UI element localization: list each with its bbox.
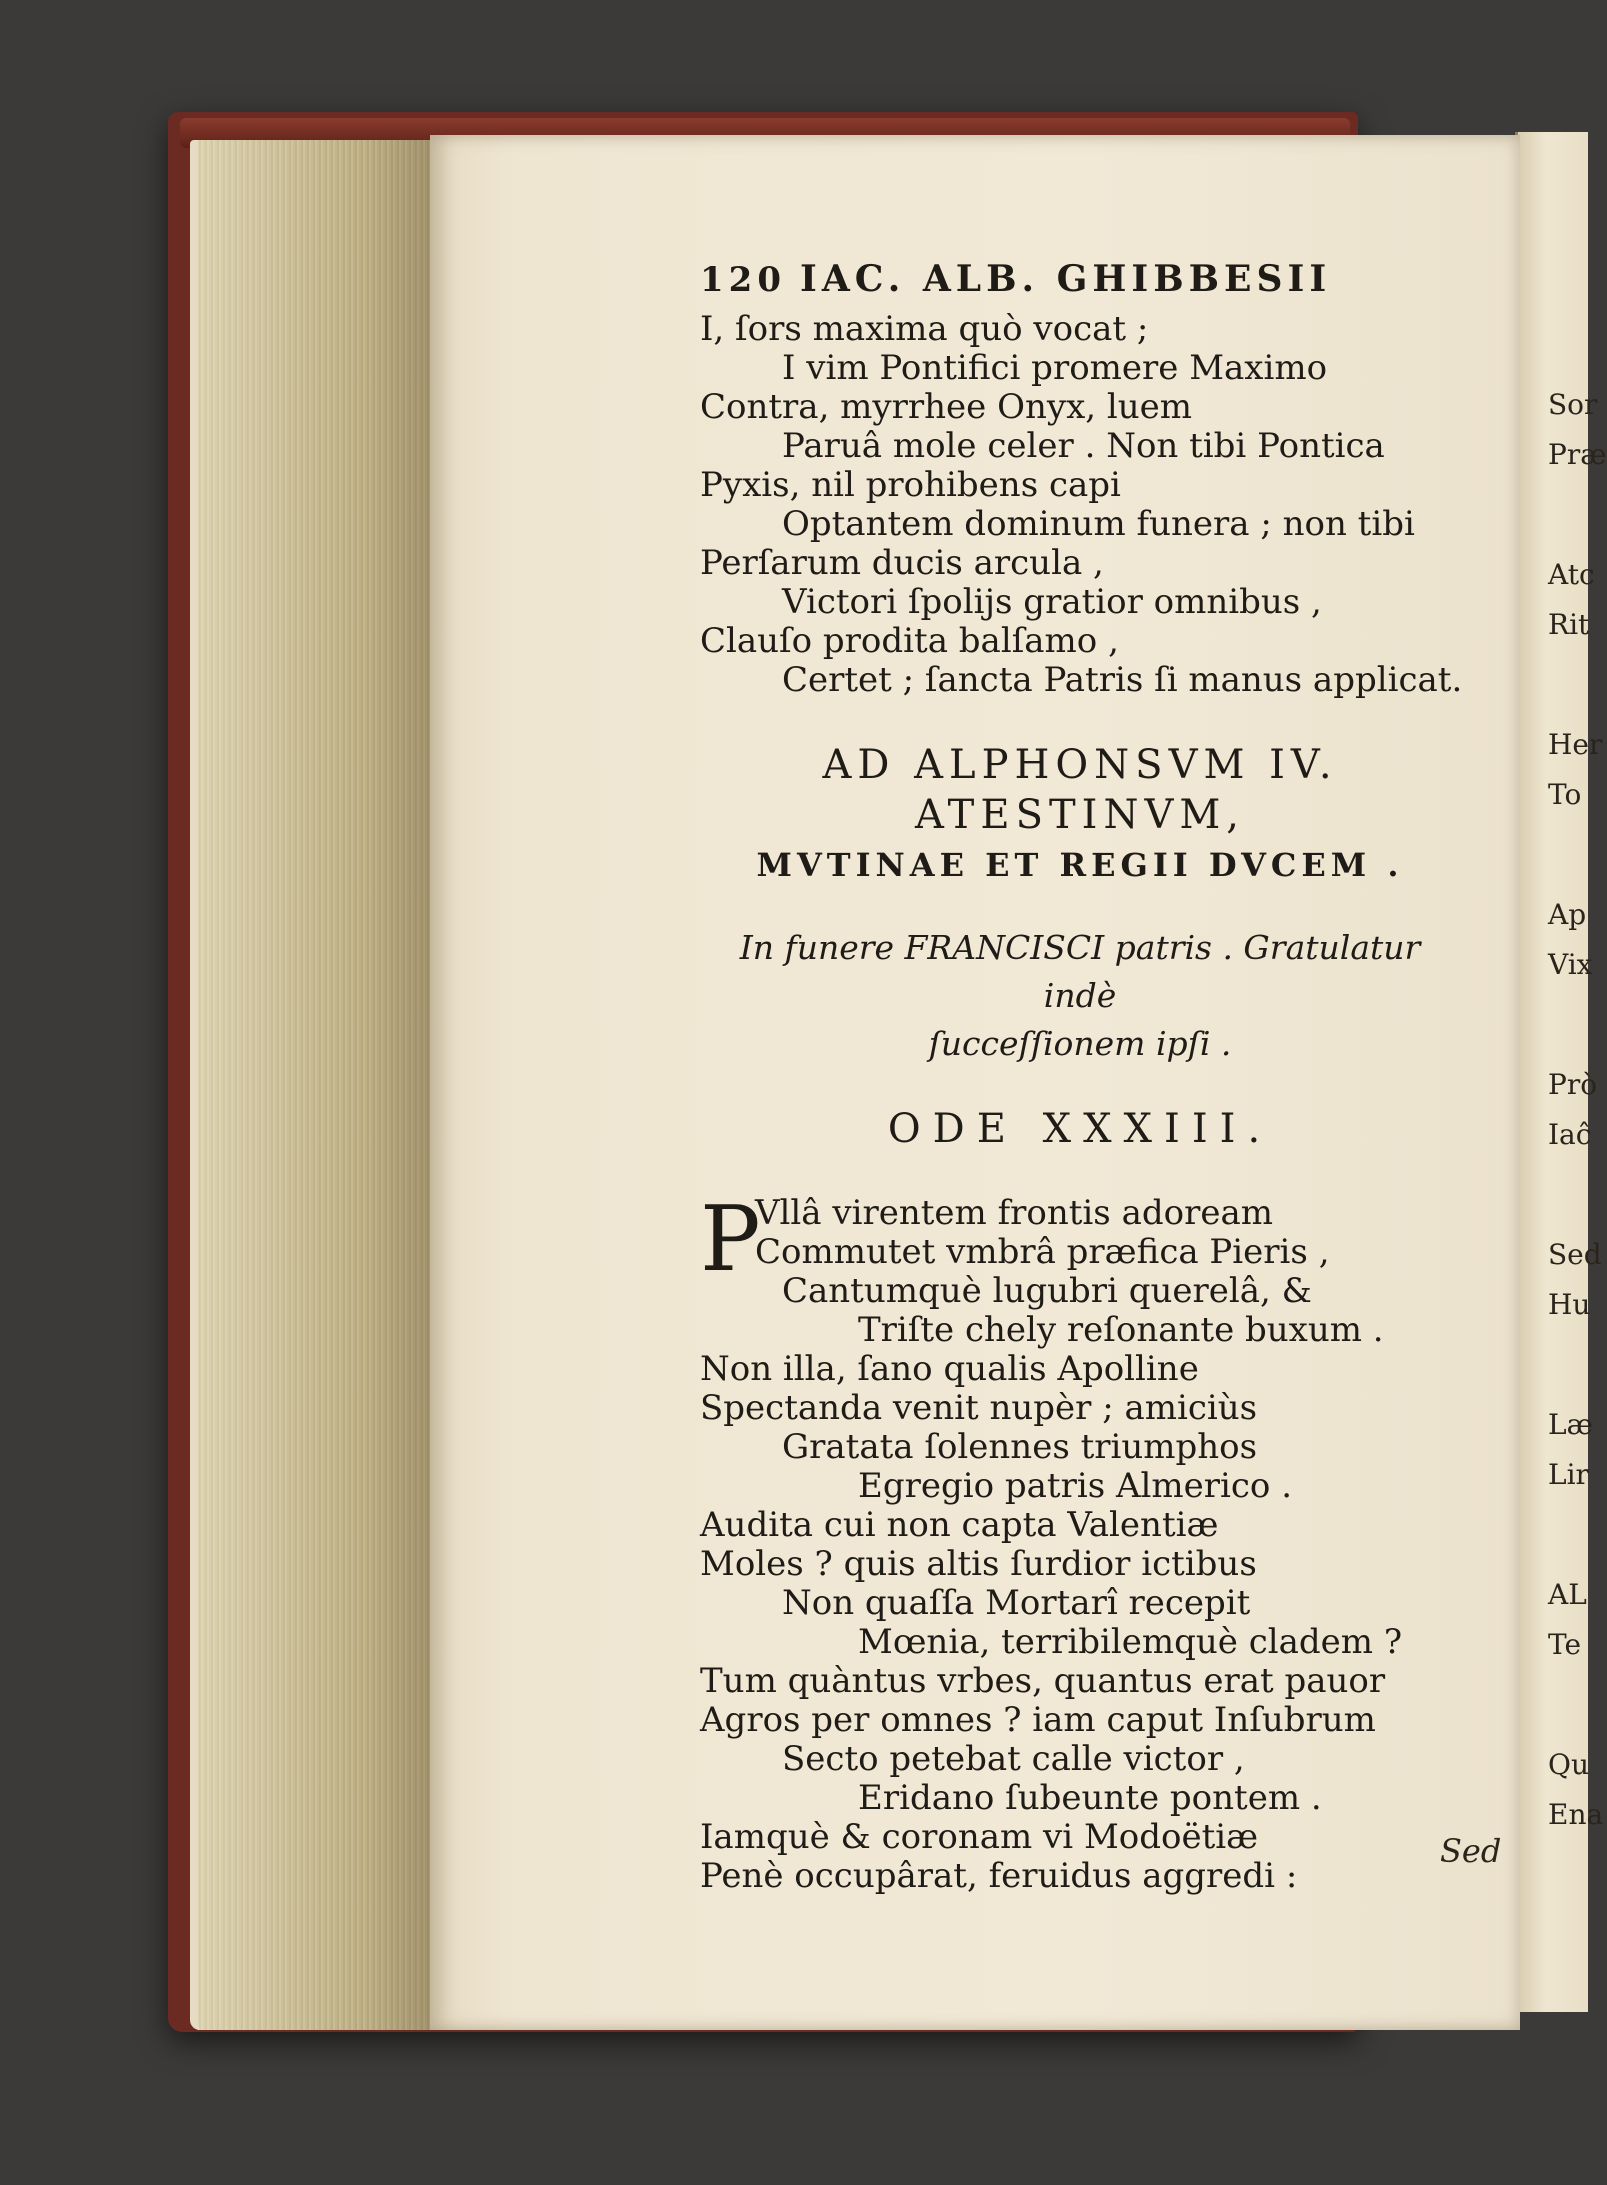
facing-page-fragment: Prò (1548, 1068, 1598, 1101)
facing-page-fragment: Atc (1548, 558, 1595, 591)
title-line-2: ATESTINVM, (914, 792, 1246, 838)
poem-line: Spectanda venit nupèr ; amiciùs (700, 1388, 1258, 1428)
facing-page-fragment (1548, 1160, 1585, 1230)
facing-page-fragment (1548, 820, 1585, 890)
running-header (700, 258, 1460, 310)
poem-line: Iamquè & coronam vi Modoëtiæ (700, 1817, 1259, 1857)
facing-page-fragment (1548, 650, 1585, 720)
facing-page-fragment: Qu (1548, 1748, 1589, 1781)
page-number: 120 (700, 260, 786, 300)
facing-page-fragment (1548, 1500, 1585, 1570)
facing-page-fragment: To (1548, 778, 1582, 811)
verse-line: Optantem dominum funera ; non tibi (782, 504, 1415, 544)
poem-line: Agros per omnes ? iam caput Inſubrum (700, 1700, 1376, 1740)
poem-lines (700, 1187, 1460, 1896)
facing-page-fragment: Læ (1548, 1408, 1593, 1441)
facing-page-fragment: Ena (1548, 1798, 1604, 1831)
facing-page-fragment: Her (1548, 728, 1603, 761)
verse-line: Certet ; ſancta Patris ſi manus applicat. (782, 660, 1463, 700)
verse-line: Paruâ mole celer . Non tibi Pontica (782, 426, 1385, 466)
title-line-3: MVTINAE ET REGII DVCEM . (756, 846, 1404, 884)
poem-line: Vllâ virentem frontis adoream (755, 1193, 1273, 1233)
facing-page-text-fragments (1548, 380, 1607, 1840)
facing-page-fragment: Hu (1548, 1288, 1591, 1321)
title-line-1: AD ALPHONSVM IV. (822, 742, 1338, 788)
subtitle-line-2: ſucceſſionem ipſi . (928, 1024, 1232, 1063)
poem-line: Non quaſſa Mortarî recepit (782, 1583, 1251, 1623)
facing-page-fragment (1548, 1330, 1585, 1400)
verse-block-top (700, 309, 1463, 700)
facing-page-fragment: Ap (1548, 898, 1587, 931)
poem (700, 1187, 1460, 1896)
facing-page-fragment (1548, 1670, 1585, 1740)
verse-line: Contra, myrrhee Onyx, luem (700, 387, 1192, 427)
poem-line: Tum quàntus vrbes, quantus erat pauor (700, 1661, 1386, 1701)
facing-page-fragment: Vix (1548, 948, 1593, 981)
poem-line: Moles ? quis altis ſurdior ictibus (700, 1544, 1257, 1584)
poem-line: Cantumquè lugubri querelâ, & (782, 1271, 1312, 1311)
verse-line: Perſarum ducis arcula , (700, 543, 1104, 583)
drop-cap: P (700, 1187, 761, 1292)
poem-line: Gratata ſolennes triumphos (782, 1427, 1258, 1467)
facing-page-fragment: Sed (1548, 1238, 1602, 1271)
facing-page-fragment (1548, 480, 1585, 550)
facing-page-fragment: Lir (1548, 1458, 1589, 1491)
poem-line: Audita cui non capta Valentiæ (700, 1505, 1219, 1545)
verse-line: Victori ſpolijs gratior omnibus , (782, 582, 1322, 622)
ode-number: ODE XXXIII. (887, 1106, 1273, 1152)
poem-line: Non illa, ſano qualis Apolline (700, 1349, 1199, 1389)
poem-line: Penè occupârat, feruidus aggredi : (700, 1856, 1298, 1896)
poem-line: Eridano ſubeunte pontem . (858, 1778, 1322, 1818)
facing-page-fragment (1548, 990, 1585, 1060)
verse-line: Pyxis, nil prohibens capi (700, 465, 1121, 505)
ode-subtitle (700, 924, 1460, 1068)
verse-line: I vim Pontifici promere Maximo (782, 348, 1328, 388)
poem-line: Commutet vmbrâ præfica Pieris , (755, 1232, 1330, 1272)
facing-page-fragment: Sor (1548, 388, 1598, 421)
facing-page-fragment: Te (1548, 1628, 1582, 1661)
poem-line: Secto petebat calle victor , (782, 1739, 1245, 1779)
facing-page-fragment: AL (1548, 1578, 1587, 1611)
running-title: IAC. ALB. GHIBBESII (800, 258, 1332, 300)
ode-title (700, 740, 1460, 890)
facing-page-fragment: Præ (1548, 438, 1607, 471)
facing-page-fragment: Iaĉ (1548, 1118, 1592, 1151)
verse-line: Clauſo prodita balſamo , (700, 621, 1119, 661)
poem-line: Egregio patris Almerico . (858, 1466, 1292, 1506)
poem-line: Triſte chely reſonante buxum . (858, 1310, 1384, 1350)
catchword: Sed (1440, 1832, 1502, 1870)
page-edges (190, 140, 438, 2030)
poem-line: Mœnia, terribilemquè cladem ? (858, 1622, 1403, 1662)
facing-page-fragment: Rit (1548, 608, 1590, 641)
verse-line: I, ſors maxima quò vocat ; (700, 309, 1149, 349)
subtitle-line-1: In funere FRANCISCI patris . Gratulatur indè (739, 928, 1421, 1015)
page-text (700, 258, 1463, 1896)
